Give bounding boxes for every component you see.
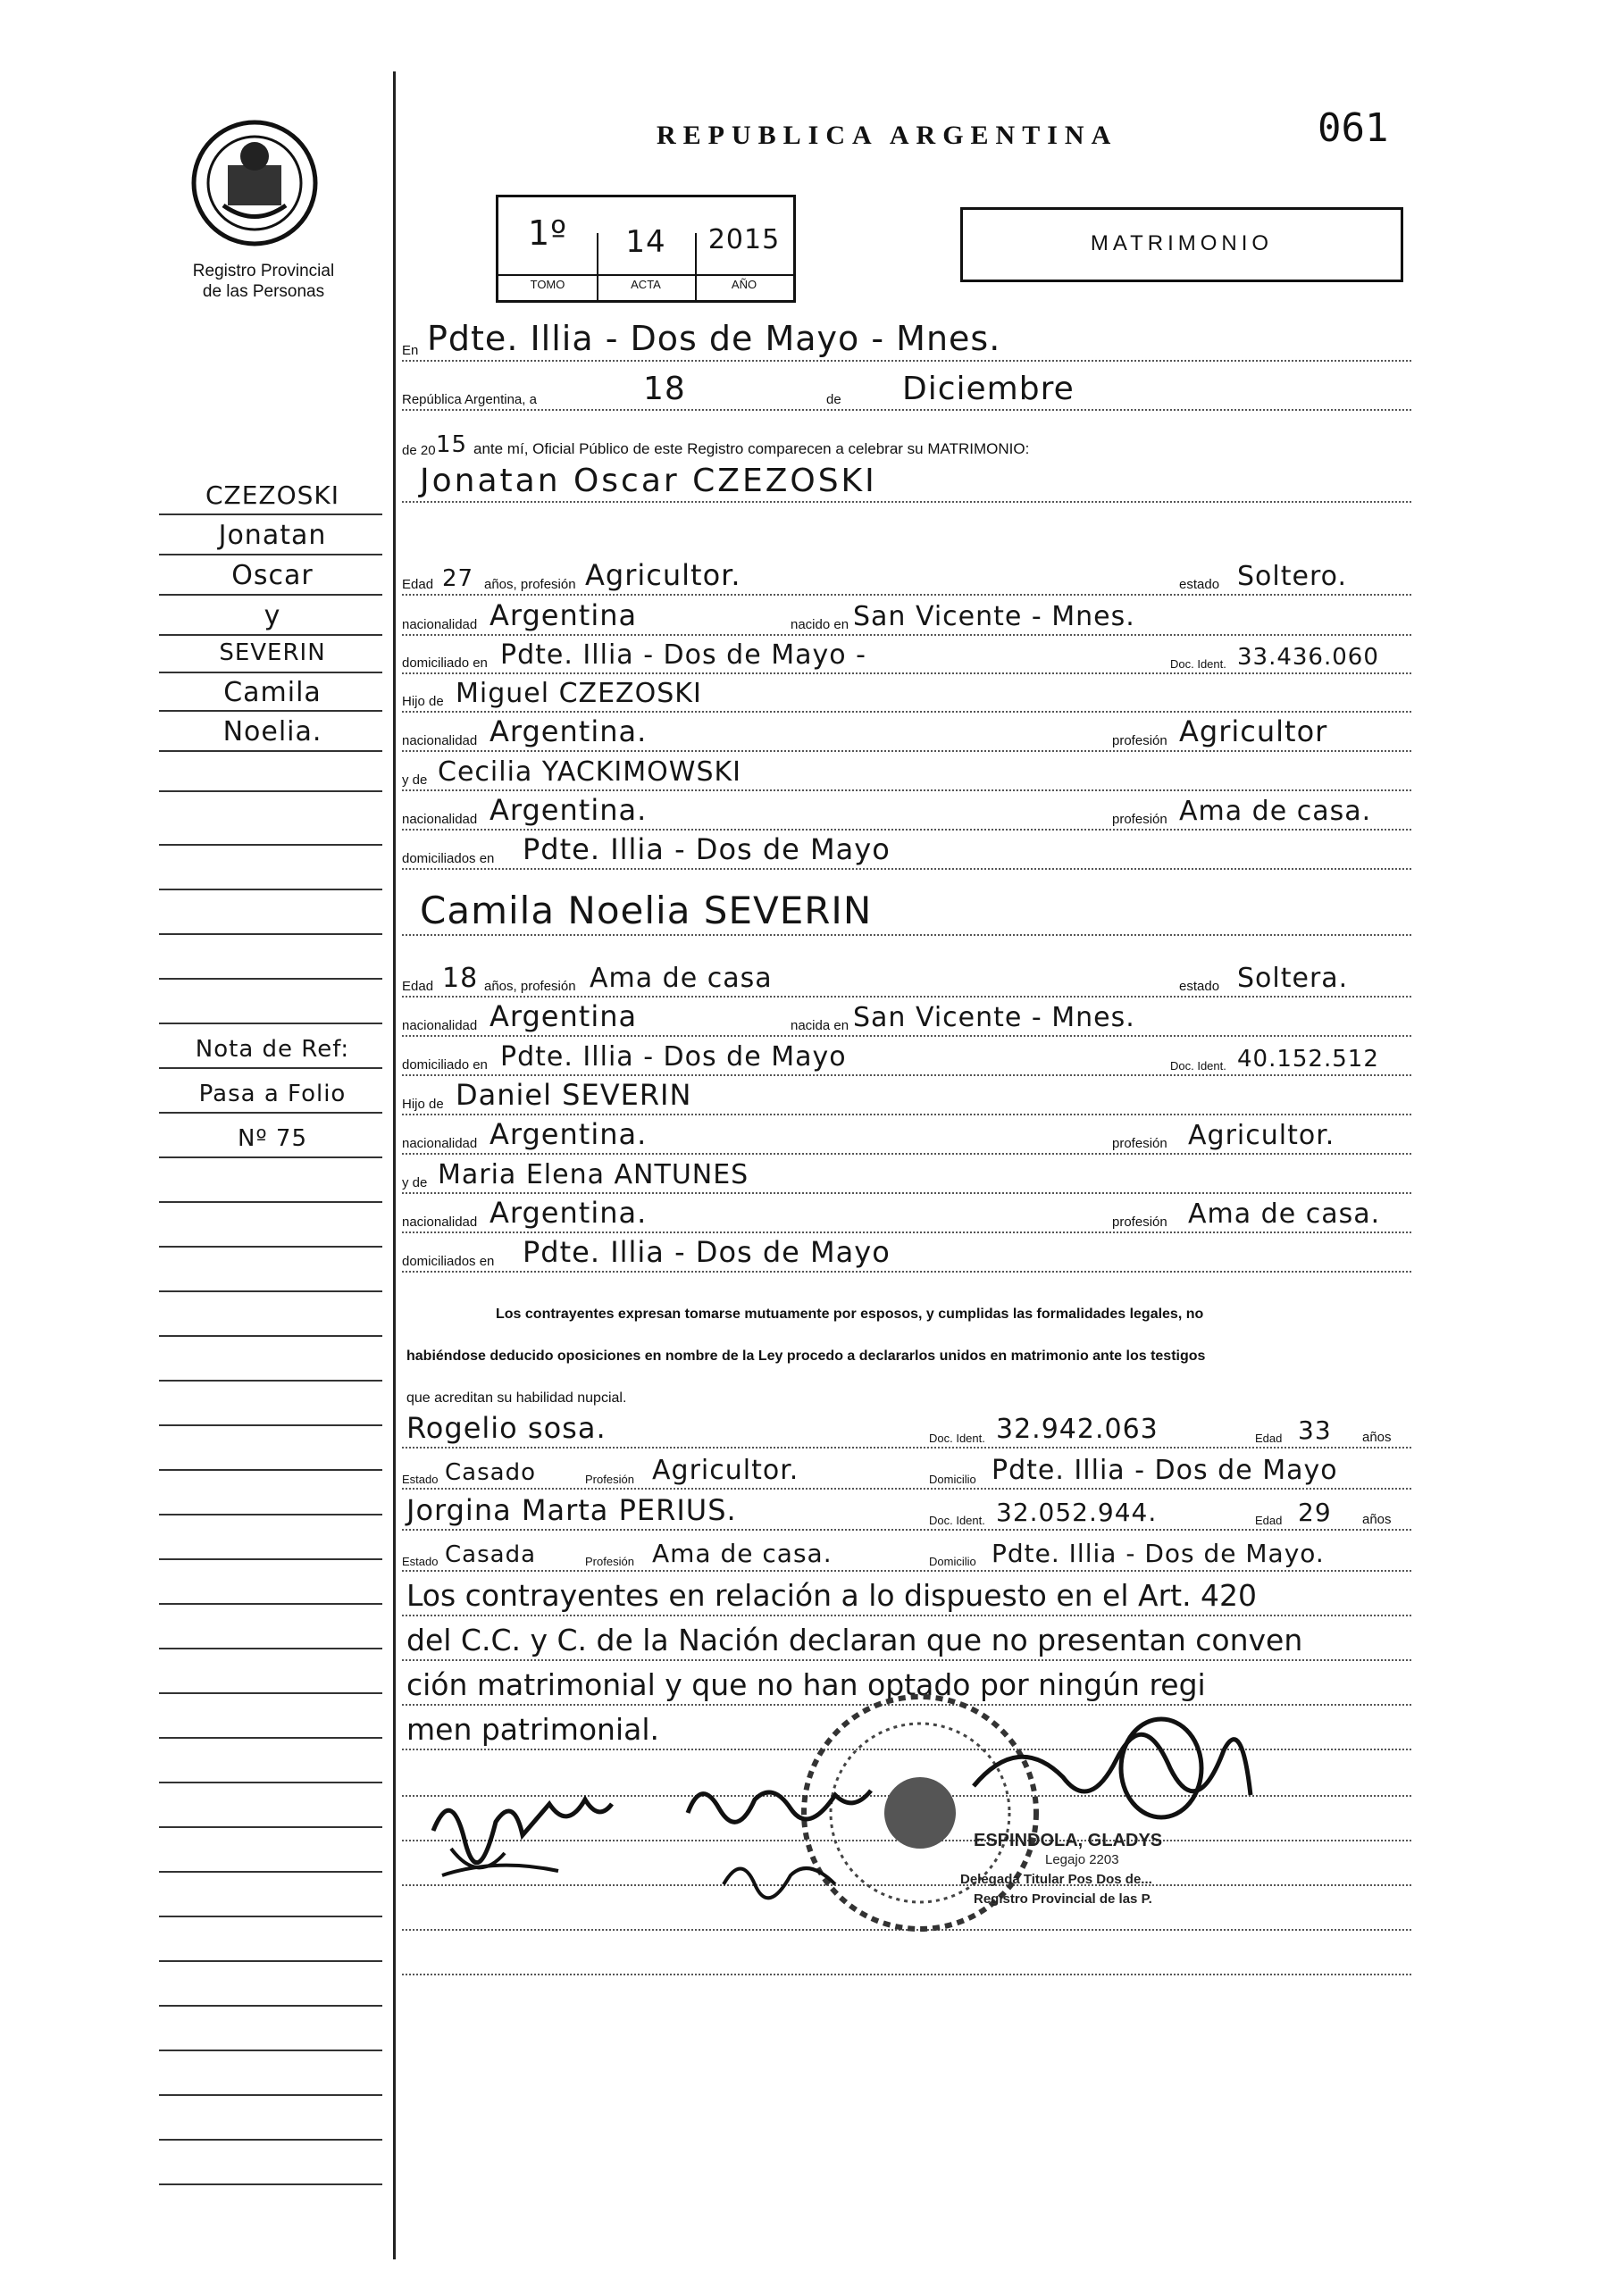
wit-estado-label: Estado xyxy=(402,1473,439,1486)
row-bride-parents-domicile xyxy=(402,1235,1411,1274)
ano-value: 2015 xyxy=(707,224,781,255)
margin-surname-bride: SEVERIN xyxy=(219,639,326,666)
bride-name: Camila Noelia SEVERIN xyxy=(420,889,873,932)
row-witness1-name xyxy=(402,1411,1411,1450)
wit-profesion-label: Profesión xyxy=(585,1555,634,1568)
nacido-en-label: nacido en xyxy=(791,617,849,632)
row-bride-father-nat xyxy=(402,1117,1411,1156)
row-groom-nat xyxy=(402,598,1411,638)
margin-name-1: Jonatan xyxy=(218,520,327,551)
signature-bride xyxy=(683,1768,880,1840)
wit-domicilio-label: Domicilio xyxy=(929,1555,976,1568)
row-bride-domicile xyxy=(402,1039,1411,1078)
profesion-label: profesión xyxy=(1112,1215,1167,1230)
doc-type-label: MATRIMONIO xyxy=(1090,231,1274,255)
row-bride-mother xyxy=(402,1156,1411,1196)
wit-edad-label: Edad xyxy=(1255,1432,1283,1445)
groom-father-nationality: Argentina. xyxy=(490,714,648,748)
ano-label: AÑO xyxy=(731,278,757,291)
witness1-name: Rogelio sosa. xyxy=(406,1411,607,1445)
row-intro xyxy=(402,424,1411,463)
signature-officer xyxy=(965,1679,1259,1858)
margin-note-1: Nota de Ref: xyxy=(195,1036,350,1063)
intro-de-label: de 20 xyxy=(402,443,436,458)
witness1-domicile: Pdte. Illia - Dos de Mayo xyxy=(992,1455,1338,1486)
margin-name-3: Camila xyxy=(223,677,322,708)
row-witness1-details xyxy=(402,1452,1411,1491)
row-groom-father xyxy=(402,675,1411,714)
bride-doc: 40.152.512 xyxy=(1237,1046,1379,1073)
stamp-text-4: Registro Provincial de las P. xyxy=(974,1891,1152,1907)
legal-line-1: Los contrayentes expresan tomarse mutuamente por esposos, y cumplidas las formalidades legales, no xyxy=(496,1307,1204,1322)
acta-label: ACTA xyxy=(631,278,661,291)
y-de-label: y de xyxy=(402,772,428,788)
margin-conjunction: y xyxy=(264,600,281,631)
bride-mother: Maria Elena ANTUNES xyxy=(438,1159,749,1190)
country-title: REPUBLICA ARGENTINA xyxy=(657,121,1118,150)
nacionalidad-label: nacionalidad xyxy=(402,733,478,748)
wit-edad-label: Edad xyxy=(1255,1514,1283,1527)
groom-age: 27 xyxy=(442,565,474,592)
en-label: En xyxy=(402,343,419,358)
annotation-line-1: Los contrayentes en relación a lo dispuesto en el Art. 420 xyxy=(406,1578,1258,1613)
domiciliados-en-label: domiciliados en xyxy=(402,1254,495,1269)
bride-status: Soltera. xyxy=(1237,963,1349,994)
tomo-acta-box xyxy=(496,195,796,303)
bride-mother-nationality: Argentina. xyxy=(490,1196,648,1230)
stamp-text-3: Delegada Titular Pos Dos de... xyxy=(960,1872,1152,1887)
groom-doc: 33.436.060 xyxy=(1237,644,1379,671)
row-groom-parents-domicile xyxy=(402,832,1411,872)
row-bride-father xyxy=(402,1078,1411,1117)
row-groom-age xyxy=(402,558,1411,597)
row-annotation-1 xyxy=(402,1574,1411,1618)
row-bride-mother-nat xyxy=(402,1196,1411,1235)
witness2-profession: Ama de casa. xyxy=(652,1539,833,1568)
margin-name-2: Oscar xyxy=(231,560,314,591)
groom-nationality: Argentina xyxy=(490,598,638,632)
edad-label: Edad xyxy=(402,979,434,994)
tomo-value: 1º xyxy=(527,213,568,253)
hijo-de-label: Hijo de xyxy=(402,1097,444,1112)
witness2-status: Casada xyxy=(445,1541,537,1568)
witness1-doc: 32.942.063 xyxy=(996,1414,1159,1445)
doc-type-box xyxy=(960,207,1403,282)
nacionalidad-label: nacionalidad xyxy=(402,617,478,632)
month-value: Diciembre xyxy=(902,371,1075,407)
wit-estado-label: Estado xyxy=(402,1555,439,1568)
page-number: 061 xyxy=(1318,105,1389,151)
signature-witness xyxy=(719,1849,844,1911)
day-value: 18 xyxy=(643,371,686,407)
nacionalidad-label: nacionalidad xyxy=(402,1215,478,1230)
row-groom-mother-nat xyxy=(402,793,1411,832)
groom-mother-profession: Ama de casa. xyxy=(1179,796,1372,827)
row-witness2-details xyxy=(402,1534,1411,1574)
witness1-profession: Agricultor. xyxy=(652,1455,799,1486)
row-witness2-name xyxy=(402,1493,1411,1532)
registry-name: Registro Provincial de las Personas xyxy=(192,262,335,301)
hijo-de-label: Hijo de xyxy=(402,694,444,709)
wit-doc-label: Doc. Ident. xyxy=(929,1432,985,1445)
row-groom-name xyxy=(402,460,1411,505)
estado-label: estado xyxy=(1179,577,1220,592)
groom-mother: Cecilia YACKIMOWSKI xyxy=(438,756,742,788)
row-groom-domicile xyxy=(402,637,1411,676)
edad-label: Edad xyxy=(402,577,434,592)
rep-label: República Argentina, a xyxy=(402,392,537,407)
bride-birthplace: San Vicente - Mnes. xyxy=(853,1002,1135,1033)
margin-name-4: Noelia. xyxy=(222,716,322,747)
wit-doc-label: Doc. Ident. xyxy=(929,1514,985,1527)
wit-profesion-label: Profesión xyxy=(585,1473,634,1486)
doc-ident-label: Doc. Ident. xyxy=(1170,1059,1226,1073)
witness1-age: 33 xyxy=(1298,1415,1332,1445)
profesion-label: profesión xyxy=(1112,1136,1167,1151)
y-de-label: y de xyxy=(402,1175,428,1190)
nacionalidad-label: nacionalidad xyxy=(402,1018,478,1033)
wit-domicilio-label: Domicilio xyxy=(929,1473,976,1486)
anos-profesion-label: años, profesión xyxy=(484,979,576,994)
row-annotation-2 xyxy=(402,1618,1411,1663)
doc-ident-label: Doc. Ident. xyxy=(1170,657,1226,671)
province-seal-icon xyxy=(188,116,322,250)
intro-text: ante mí, Oficial Público de este Registro comparecen a celebrar su MATRIMONIO: xyxy=(473,440,1030,457)
groom-mother-nationality: Argentina. xyxy=(490,793,648,827)
annotation-line-4: men patrimonial. xyxy=(406,1712,659,1747)
witness1-status: Casado xyxy=(445,1459,536,1486)
tomo-label: TOMO xyxy=(530,278,565,291)
margin-note-2: Pasa a Folio xyxy=(198,1081,347,1107)
groom-father: Miguel CZEZOSKI xyxy=(456,678,702,709)
wit-anos-label: años xyxy=(1362,1430,1392,1445)
estado-label: estado xyxy=(1179,979,1220,994)
groom-father-profession: Agricultor xyxy=(1179,714,1328,748)
bride-father: Daniel SEVERIN xyxy=(456,1078,692,1112)
row-place xyxy=(402,317,1411,363)
place-value: Pdte. Illia - Dos de Mayo - Mnes. xyxy=(427,319,1001,358)
profesion-label: profesión xyxy=(1112,812,1167,827)
stamp-text-1: ESPINDOLA, GLADYS xyxy=(974,1831,1163,1850)
margin-note-3: Nº 75 xyxy=(237,1125,308,1152)
profesion-label: profesión xyxy=(1112,733,1167,748)
de-label: de xyxy=(826,392,841,407)
row-bride-name xyxy=(402,884,1411,938)
groom-parents-domicile: Pdte. Illia - Dos de Mayo xyxy=(523,832,891,866)
groom-name: Jonatan Oscar CZEZOSKI xyxy=(420,463,877,499)
bride-parents-domicile: Pdte. Illia - Dos de Mayo xyxy=(523,1235,891,1269)
groom-domicile: Pdte. Illia - Dos de Mayo - xyxy=(500,639,866,671)
anos-profesion-label: años, profesión xyxy=(484,577,576,592)
witness2-name: Jorgina Marta PERIUS. xyxy=(406,1493,737,1527)
legal-line-2: habiéndose deducido oposiciones en nombre de la Ley procedo a declararlos unidos en matrimonio ante los testigos xyxy=(406,1348,1206,1364)
row-bride-age xyxy=(402,960,1411,999)
domiciliado-en-label: domiciliado en xyxy=(402,1057,488,1073)
witness2-age: 29 xyxy=(1298,1498,1332,1527)
nacionalidad-label: nacionalidad xyxy=(402,812,478,827)
year-suffix: 15 xyxy=(436,431,468,458)
nacida-en-label: nacida en xyxy=(791,1018,849,1033)
bride-nationality: Argentina xyxy=(490,999,638,1033)
bride-father-nationality: Argentina. xyxy=(490,1117,648,1151)
witness2-domicile: Pdte. Illia - Dos de Mayo. xyxy=(992,1539,1325,1568)
signature-groom xyxy=(424,1768,630,1893)
acta-value: 14 xyxy=(625,224,666,260)
bride-father-profession: Agricultor. xyxy=(1188,1120,1335,1151)
row-groom-father-nat xyxy=(402,714,1411,754)
domiciliados-en-label: domiciliados en xyxy=(402,851,495,866)
groom-status: Soltero. xyxy=(1237,561,1347,592)
margin-surname-groom: CZEZOSKI xyxy=(205,480,340,510)
wit-anos-label: años xyxy=(1362,1512,1392,1527)
witness2-doc: 32.052.944. xyxy=(996,1498,1158,1527)
bride-mother-profession: Ama de casa. xyxy=(1188,1198,1381,1230)
page-divider xyxy=(393,71,396,2259)
row-groom-mother xyxy=(402,754,1411,793)
nacionalidad-label: nacionalidad xyxy=(402,1136,478,1151)
domiciliado-en-label: domiciliado en xyxy=(402,655,488,671)
groom-birthplace: San Vicente - Mnes. xyxy=(853,601,1135,632)
annotation-line-3: ción matrimonial y que no han optado por ningún regi xyxy=(406,1667,1206,1702)
groom-profession: Agricultor. xyxy=(585,558,741,592)
bride-profession: Ama de casa xyxy=(590,963,773,994)
row-bride-nat xyxy=(402,999,1411,1039)
bride-age: 18 xyxy=(442,963,479,994)
bride-domicile: Pdte. Illia - Dos de Mayo xyxy=(500,1041,847,1073)
stamp-text-2: Legajo 2203 xyxy=(1045,1852,1119,1867)
annotation-line-2: del C.C. y C. de la Nación declaran que no presentan conven xyxy=(406,1623,1303,1657)
legal-line-3: que acreditan su habilidad nupcial. xyxy=(406,1390,627,1406)
row-date xyxy=(402,368,1411,413)
